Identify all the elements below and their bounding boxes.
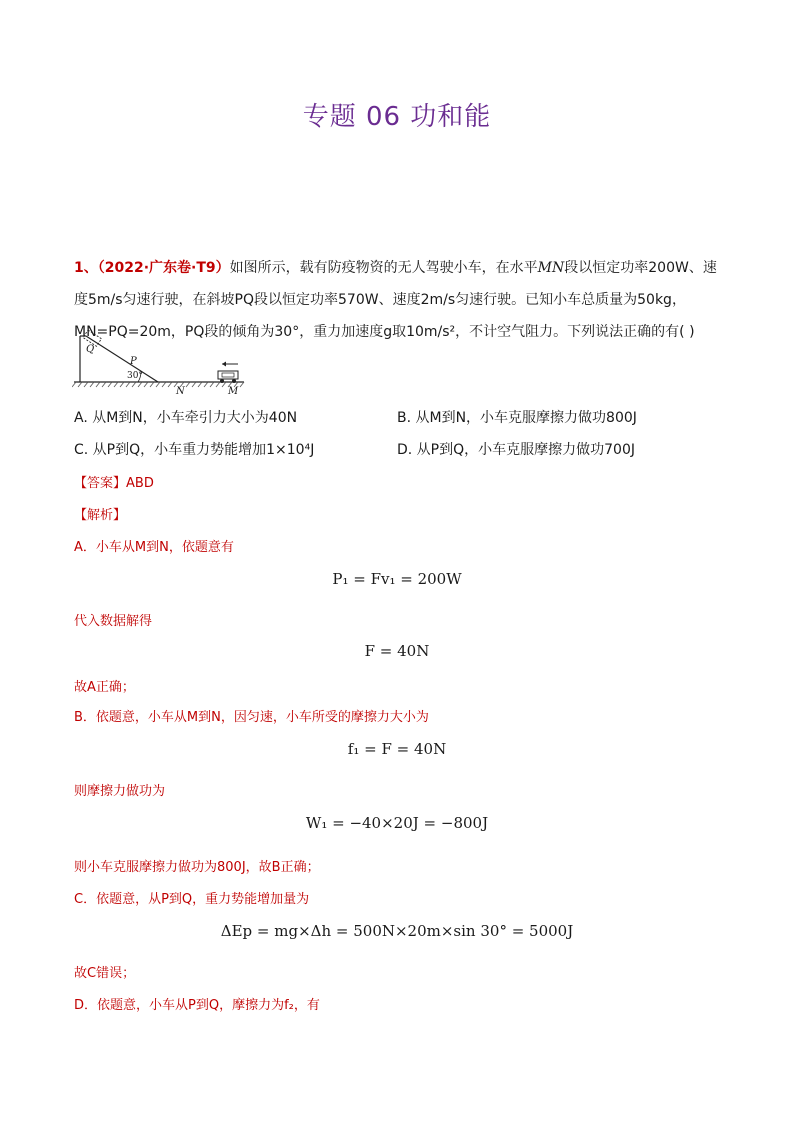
page-title: 专题 06 功和能: [302, 102, 492, 132]
option-c: C. 从P到Q，小车重力势能增加1×10⁴J: [74, 442, 315, 458]
analysis-a-intro: A．小车从M到N，依题意有: [74, 540, 234, 555]
analysis-d-intro: D．依题意，小车从P到Q，摩擦力为f₂，有: [74, 998, 320, 1013]
answer-value: ABD: [126, 476, 154, 491]
label-p: P: [130, 356, 137, 367]
label-q: Q: [86, 344, 95, 355]
question-number: 1、: [74, 260, 98, 276]
incline-figure: [72, 326, 248, 398]
analysis-a-conclusion: 故A正确；: [74, 680, 135, 695]
label-n: N: [176, 386, 185, 397]
analysis-label: 【解析】: [74, 508, 127, 523]
analysis-b-sub: 则摩擦力做功为: [74, 784, 166, 799]
label-m: M: [228, 386, 239, 397]
option-d: D. 从P到Q，小车克服摩擦力做功700J: [397, 442, 635, 458]
equation-4: W₁ = −40×20J = −800J: [305, 814, 489, 832]
equation-3: f₁ = F = 40N: [347, 740, 447, 758]
analysis-b-intro: B．依题意，小车从M到N，因匀速，小车所受的摩擦力大小为: [74, 710, 429, 725]
equation-1: P₁ = Fv₁ = 200W: [332, 570, 462, 588]
question-source: （2022·广东卷·T9）: [97, 260, 230, 276]
option-a: A. 从M到N，小车牵引力大小为40N: [74, 410, 298, 426]
incline-diagram: [72, 326, 248, 398]
equation-2: F = 40N: [364, 642, 430, 660]
analysis-a-sub: 代入数据解得: [74, 614, 153, 629]
analysis-b-conclusion: 则小车克服摩擦力做功为800J，故B正确；: [74, 860, 320, 875]
analysis-c-conclusion: 故C错误；: [74, 966, 136, 981]
question-line-1: [74, 258, 717, 278]
segment-mn: MN: [537, 260, 565, 276]
answer-label: 【答案】: [74, 476, 127, 491]
label-angle: 30°: [127, 371, 143, 381]
option-b: B. 从M到N，小车克服摩擦力做功800J: [397, 410, 637, 426]
question-line-2: 度5m/s匀速行驶，在斜坡PQ段以恒定功率570W、速度2m/s匀速行驶。已知小车总质量为50kg，: [74, 292, 686, 308]
answer-block: [74, 472, 154, 491]
question-line-3: MN=PQ=20m，PQ段的倾角为30°，重力加速度g取10m/s²，不计空气阻力。下列说法正确的有( ): [74, 324, 695, 340]
question-text-1: 如图所示，载有防疫物资的无人驾驶小车，在水平: [229, 260, 538, 276]
question-text-1-tail: 段以恒定功率200W、速: [564, 260, 717, 276]
analysis-c-intro: C．依题意，从P到Q，重力势能增加量为: [74, 892, 310, 907]
equation-5: ΔEp = mg×Δh = 500N×20m×sin 30° = 5000J: [220, 922, 574, 940]
